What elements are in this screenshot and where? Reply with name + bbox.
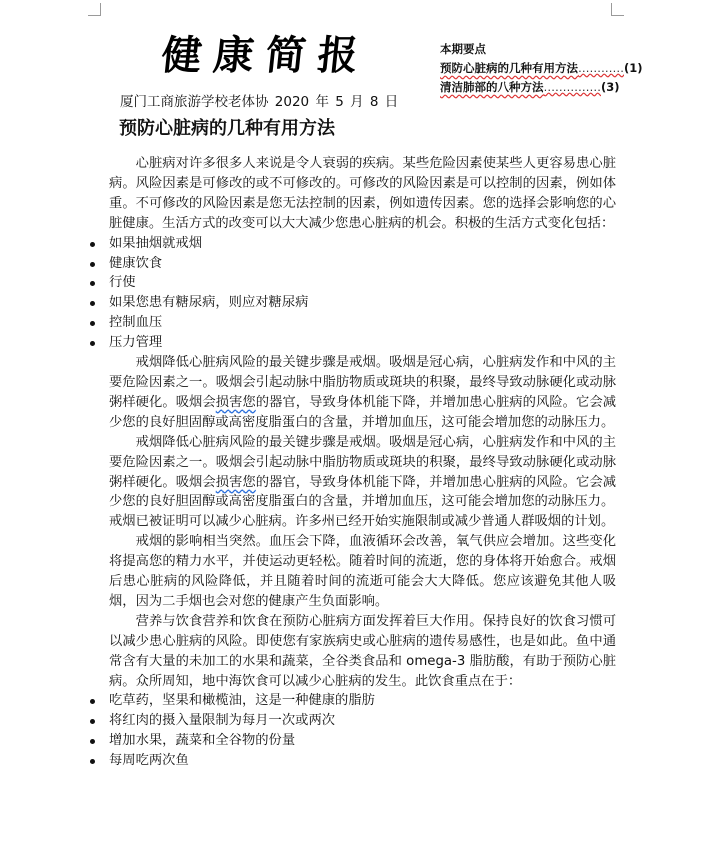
smoking-paragraph: [86, 353, 616, 433]
diet-list: [86, 691, 616, 771]
quit-proven-paragraph: 戒烟已被证明可以减少心脏病。许多州已经开始实施限制或减少普通人群吸烟的计划。: [109, 514, 615, 530]
list-item: 压力管理: [86, 333, 616, 353]
spellcheck-flagged-text: 损害您: [215, 474, 256, 490]
toc-entry[interactable]: [440, 78, 643, 97]
crop-mark-top-right: [611, 3, 624, 16]
nutrition-paragraph: 营养与饮食营养和饮食在预防心脏病方面发挥着巨大作用。保持良好的饮食习惯可以减少患心脏病的风险。即使您有家族病史或心脏病的遗传易感性，也是如此。鱼中通常含有大量的未加工的水果和蔬菜，全谷类食品和 omega-3 脂肪酸，有助于预防心脏病。众所周知，地中海饮食可以减少心脏病的发生。此饮食重点在于：: [109, 613, 616, 689]
toc-entry-page: (3): [601, 80, 620, 94]
article-headline: 预防心脏病的几种有用方法: [119, 118, 335, 139]
text-run: 戒烟降低心脏病风险的最关键步骤是戒烟。吸烟是冠心病，心脏病发作和中风的主要危险因素之一。吸烟会引起动脉中脂肪物质或斑块的积聚，最终导致动脉硬化或动脉粥样硬化。吸烟会: [109, 355, 616, 410]
toc-entry-title: 清洁肺部的八种方法: [440, 80, 544, 94]
list-item: 如果您患有糖尿病，则应对糖尿病: [86, 293, 616, 313]
smoking-paragraph: [86, 433, 616, 513]
toc-leader-dots: …………: [578, 61, 624, 75]
text-run: 的器官，导致身体机能下降，并增加患心脏病的风险。它会减少您的良好胆固醇或高密度脂蛋白的含量，并增加血压，这可能会增加您的动脉压力。: [109, 394, 617, 430]
quit-effects-paragraph: 戒烟的影响相当突然。血压会下降，血液循环会改善，氧气供应会增加。这些变化将提高您的精力水平，并使运动更轻松。随着时间的流逝，您的身体将开始愈合。戒烟后患心脏病的风险降低，并且随着时间的流逝可能会大大降低。您应该避免其他人吸烟，因为二手烟也会对您的健康产生负面影响。: [109, 534, 616, 609]
list-item: 将红肉的摄入量限制为每月一次或两次: [86, 711, 616, 731]
toc-entry-page: (1): [624, 61, 643, 75]
table-of-contents: [440, 40, 643, 97]
text-run: 戒烟降低心脏病风险的最关键步骤是戒烟。吸烟是冠心病，心脏病发作和中风的主要危险因素之一。吸烟会引起动脉中脂肪物质或斑块的积聚，最终导致动脉硬化或动脉粥样硬化。吸烟会: [109, 434, 616, 490]
list-item: 每周吃两次鱼: [86, 751, 616, 771]
list-item: 增加水果，蔬菜和全谷物的份量: [86, 731, 616, 751]
byline: 厦门工商旅游学校老体协 2020 年 5 月 8 日: [120, 94, 399, 110]
list-item: 控制血压: [86, 313, 616, 333]
newsletter-masthead: 健康简报: [159, 32, 373, 79]
list-item: 如果抽烟就戒烟: [86, 234, 616, 254]
lifestyle-list: [86, 234, 616, 353]
list-item: 行使: [86, 273, 616, 293]
toc-heading: 本期要点: [440, 42, 486, 56]
list-item: 吃草药，坚果和橄榄油，这是一种健康的脂肪: [86, 691, 616, 711]
intro-paragraph: 心脏病对许多很多人来说是令人衰弱的疾病。某些危险因素使某些人更容易患心脏病。风险因素是可修改的或不可修改的。可修改的风险因素是可以控制的因素，例如体重。不可修改的风险因素是您无法控制的因素，例如遗传因素。您的选择会影响您的心脏健康。生活方式的改变可以大大减少您患心脏病的机会。积极的生活方式变化包括：: [109, 156, 616, 231]
toc-leader-dots: ……………: [543, 80, 601, 94]
list-item: 健康饮食: [86, 254, 616, 274]
text-run: 的器官，导致身体机能下降，并增加患心脏病的风险。它会减少您的良好胆固醇或高密度脂蛋白的含量，并增加血压，这可能会增加您的动脉压力。: [109, 474, 617, 510]
crop-mark-top-left: [88, 3, 101, 16]
toc-entry[interactable]: [440, 59, 643, 78]
spellcheck-flagged-text: 损害您: [215, 394, 256, 410]
toc-entry-title: 预防心脏病的几种有用方法: [440, 61, 578, 75]
article-body: [86, 154, 616, 771]
